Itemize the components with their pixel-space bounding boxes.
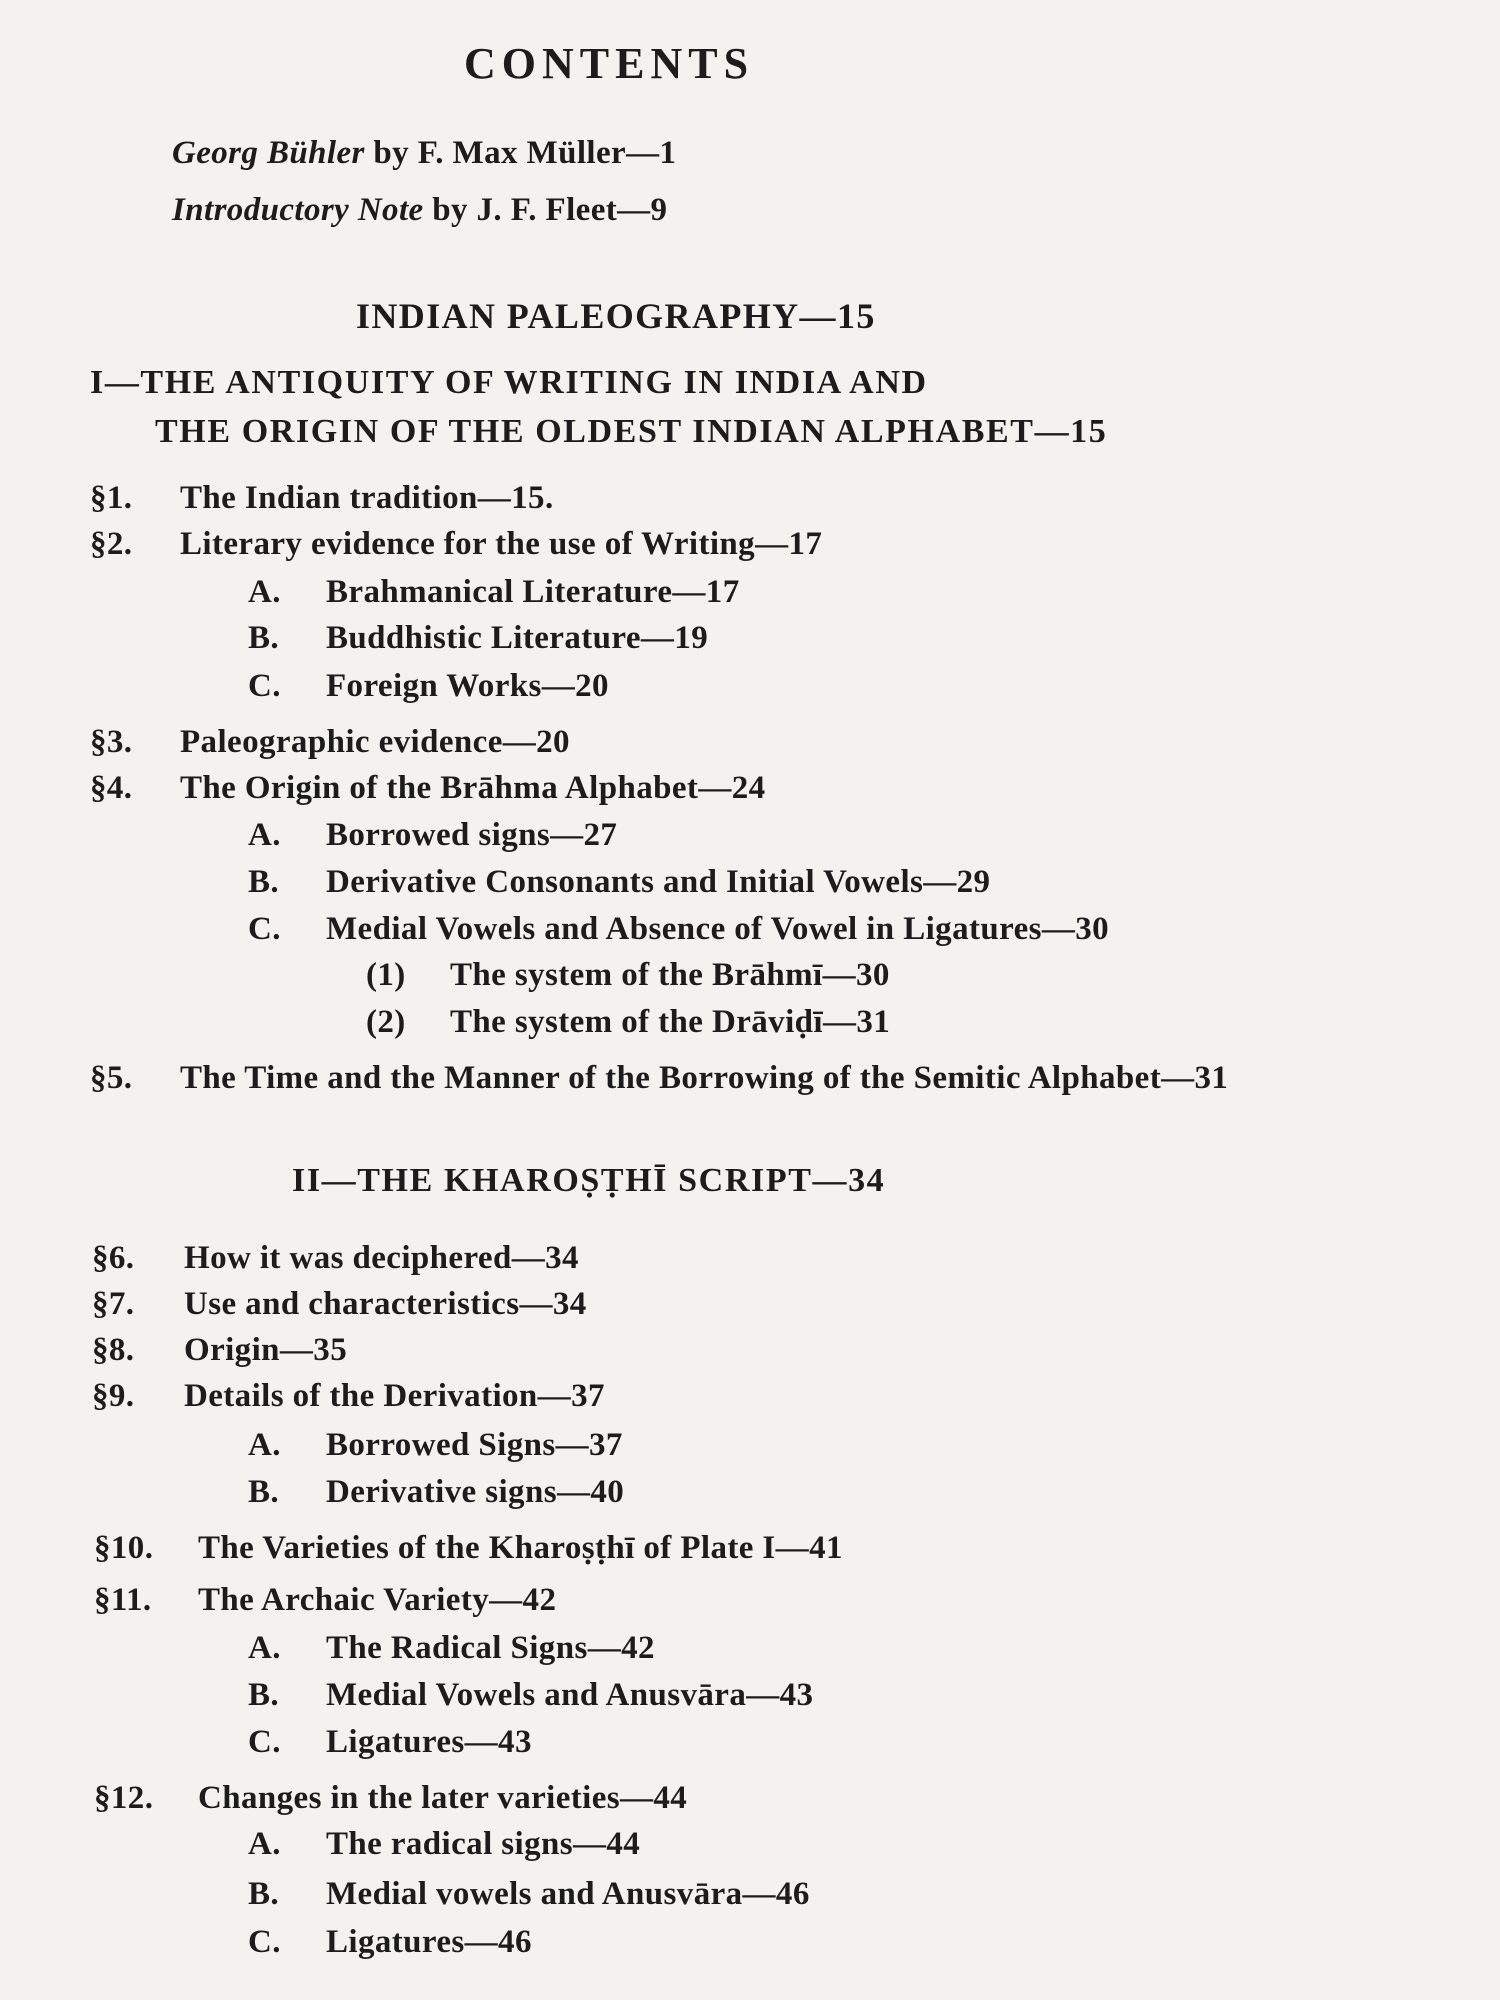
entry-text: Details of the Derivation—37 [184, 1378, 605, 1414]
entry-letter: B. [248, 1876, 280, 1912]
entry-number: §8. [92, 1332, 135, 1368]
entry-index: (1) [366, 957, 406, 993]
toc-subsubentry [366, 1004, 890, 1041]
front-matter-entry [172, 192, 667, 229]
page-title: CONTENTS [464, 39, 755, 88]
entry-letter: C. [248, 1924, 281, 1960]
toc-entry [92, 1378, 605, 1415]
entry-number: §10. [94, 1530, 154, 1566]
toc-subentry [248, 1924, 532, 1961]
entry-number: §6. [92, 1240, 135, 1276]
entry-text: Derivative Consonants and Initial Vowels—29 [326, 864, 991, 900]
entry-letter: A. [248, 1427, 281, 1463]
entry-number: §5. [90, 1060, 133, 1096]
part-heading: INDIAN PALEOGRAPHY—15 [356, 296, 876, 336]
entry-text: Borrowed Signs—37 [326, 1427, 623, 1463]
toc-subentry [248, 1630, 655, 1667]
entry-text: Medial Vowels and Absence of Vowel in Ligatures—30 [326, 911, 1110, 947]
toc-subentry [248, 1677, 813, 1714]
entry-letter: C. [248, 1724, 281, 1760]
entry-number: §2. [90, 526, 133, 562]
entry-text: Literary evidence for the use of Writing—17 [180, 526, 823, 562]
entry-text: The Archaic Variety—42 [198, 1582, 557, 1618]
entry-number: §9. [92, 1378, 135, 1414]
entry-text: Foreign Works—20 [326, 668, 609, 704]
toc-subentry [248, 1826, 640, 1863]
entry-italic-title: Introductory Note [172, 192, 424, 228]
entry-letter: B. [248, 1474, 280, 1510]
toc-subentry [248, 1724, 532, 1761]
entry-text: Medial Vowels and Anusvāra—43 [326, 1677, 814, 1713]
entry-text: Use and characteristics—34 [184, 1286, 587, 1322]
toc-subentry [248, 864, 990, 901]
toc-subentry [248, 574, 740, 611]
front-matter-entry [172, 135, 676, 172]
section-heading-line: I—THE ANTIQUITY OF WRITING IN INDIA AND [90, 364, 928, 401]
entry-index: (2) [366, 1004, 406, 1040]
toc-subentry [248, 1474, 624, 1511]
entry-text: Borrowed signs—27 [326, 817, 618, 853]
entry-text: Paleographic evidence—20 [180, 724, 570, 760]
entry-text: Derivative signs—40 [326, 1474, 625, 1510]
toc-entry [92, 1332, 347, 1369]
toc-entry [92, 1286, 587, 1323]
entry-text: The Radical Signs—42 [326, 1630, 655, 1666]
entry-number: §7. [92, 1286, 135, 1322]
entry-text: Ligatures—43 [326, 1724, 532, 1760]
toc-entry [90, 770, 766, 807]
toc-subentry [248, 817, 617, 854]
entry-text: The Origin of the Brāhma Alphabet—24 [180, 770, 766, 806]
entry-text: Buddhistic Literature—19 [326, 620, 709, 656]
entry-number: §4. [90, 770, 133, 806]
entry-letter: A. [248, 574, 281, 610]
entry-letter: C. [248, 668, 281, 704]
entry-letter: B. [248, 864, 280, 900]
entry-text: Brahmanical Literature—17 [326, 574, 740, 610]
entry-text: by F. Max Müller—1 [373, 135, 677, 171]
entry-text: Medial vowels and Anusvāra—46 [326, 1876, 810, 1912]
entry-letter: B. [248, 1677, 280, 1713]
entry-number: §12. [94, 1780, 154, 1816]
toc-entry [90, 1060, 1228, 1097]
toc-entry [90, 480, 554, 517]
entry-text: Changes in the later varieties—44 [198, 1780, 688, 1816]
section-heading-line: THE ORIGIN OF THE OLDEST INDIAN ALPHABET—15 [155, 413, 1108, 450]
toc-entry [90, 526, 822, 563]
toc-entry [94, 1582, 556, 1619]
toc-subentry [248, 911, 1109, 948]
entry-letter: B. [248, 620, 280, 656]
entry-text: The Indian tradition—15. [180, 480, 554, 516]
entry-number: §11. [94, 1582, 152, 1618]
entry-number: §3. [90, 724, 133, 760]
entry-letter: C. [248, 911, 281, 947]
toc-subentry [248, 1876, 810, 1913]
entry-text: The system of the Drāviḍī—31 [450, 1004, 891, 1040]
toc-entry [92, 1240, 579, 1277]
entry-text: The Time and the Manner of the Borrowing of the Semitic Alphabet—31 [180, 1060, 1229, 1096]
toc-entry [94, 1780, 687, 1817]
entry-text: Ligatures—46 [326, 1924, 532, 1960]
entry-text: The radical signs—44 [326, 1826, 641, 1862]
toc-entry [90, 724, 570, 761]
entry-text: The Varieties of the Kharoṣṭhī of Plate I—41 [198, 1530, 843, 1566]
entry-text: by J. F. Fleet—9 [432, 192, 668, 228]
entry-letter: A. [248, 1630, 281, 1666]
entry-text: Origin—35 [184, 1332, 348, 1368]
toc-entry [94, 1530, 843, 1567]
section-heading: II—THE KHAROṢṬHĪ SCRIPT—34 [292, 1162, 886, 1199]
entry-letter: A. [248, 1826, 281, 1862]
toc-subentry [248, 1427, 623, 1464]
entry-number: §1. [90, 480, 133, 516]
entry-text: How it was deciphered—34 [184, 1240, 579, 1276]
toc-subsubentry [366, 957, 890, 994]
entry-letter: A. [248, 817, 281, 853]
entry-text: The system of the Brāhmī—30 [450, 957, 890, 993]
entry-italic-title: Georg Bühler [172, 135, 365, 171]
toc-subentry [248, 620, 708, 657]
toc-subentry [248, 668, 609, 705]
